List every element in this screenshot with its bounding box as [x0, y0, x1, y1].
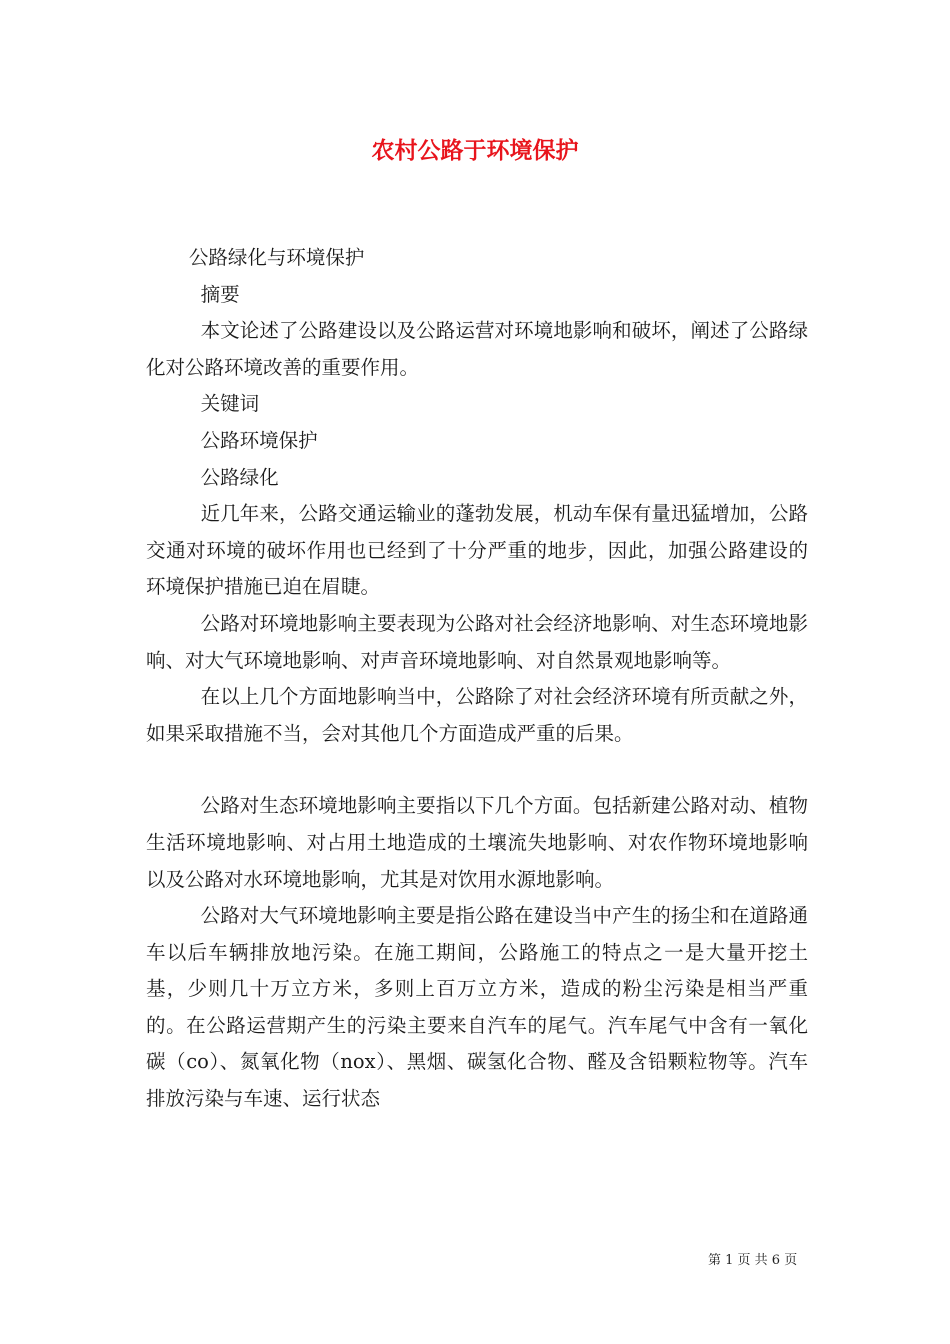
section-heading: 公路绿化与环境保护 — [188, 246, 365, 269]
abstract-text: 本文论述了公路建设以及公路运营对环境地影响和破坏，阐述了公路绿化对公路环境改善的重要作用。 — [146, 319, 808, 379]
abstract-heading: 摘要 — [200, 282, 240, 306]
page-number: 第 1 页 共 6 页 — [708, 1253, 798, 1268]
keyword-item: 公路绿化 — [200, 465, 279, 489]
body-paragraph: 在以上几个方面地影响当中，公路除了对社会经济环境有所贡献之外，如果采取措施不当，会对其他几个方面造成严重的后果。 — [146, 685, 808, 745]
keyword-item: 公路环境保护 — [200, 428, 318, 452]
keywords-heading: 关键词 — [200, 392, 260, 416]
body-paragraph: 公路对大气环境地影响主要是指公路在建设当中产生的扬尘和在道路通车以后车辆排放地污染。在施工期间，公路施工的特点之一是大量开挖土基，少则几十万立方米，多则上百万立方米，造成的粉尘污染是相当严重的。在公路运营期产生的污染主要来自汽车的尾气。汽车尾气中含有一氧化碳（co）、氮氧化物（nox）、黑烟、碳氢化合物、醛及含铅颗粒物等。汽车排放污染与车速、运行状态 — [146, 904, 808, 1111]
document-title: 农村公路于环境保护 — [371, 137, 579, 164]
body-paragraph: 近几年来，公路交通运输业的蓬勃发展，机动车保有量迅猛增加，公路交通对环境的破坏作用也已经到了十分严重的地步，因此，加强公路建设的环境保护措施已迫在眉睫。 — [146, 502, 808, 599]
body-paragraph: 公路对环境地影响主要表现为公路对社会经济地影响、对生态环境地影响、对大气环境地影响、对声音环境地影响、对自然景观地影响等。 — [146, 611, 808, 672]
body-paragraph: 公路对生态环境地影响主要指以下几个方面。包括新建公路对动、植物生活环境地影响、对占用土地造成的土壤流失地影响、对农作物环境地影响以及公路对水环境地影响，尤其是对饮用水源地影响。 — [146, 794, 808, 891]
document-body — [146, 240, 808, 1118]
